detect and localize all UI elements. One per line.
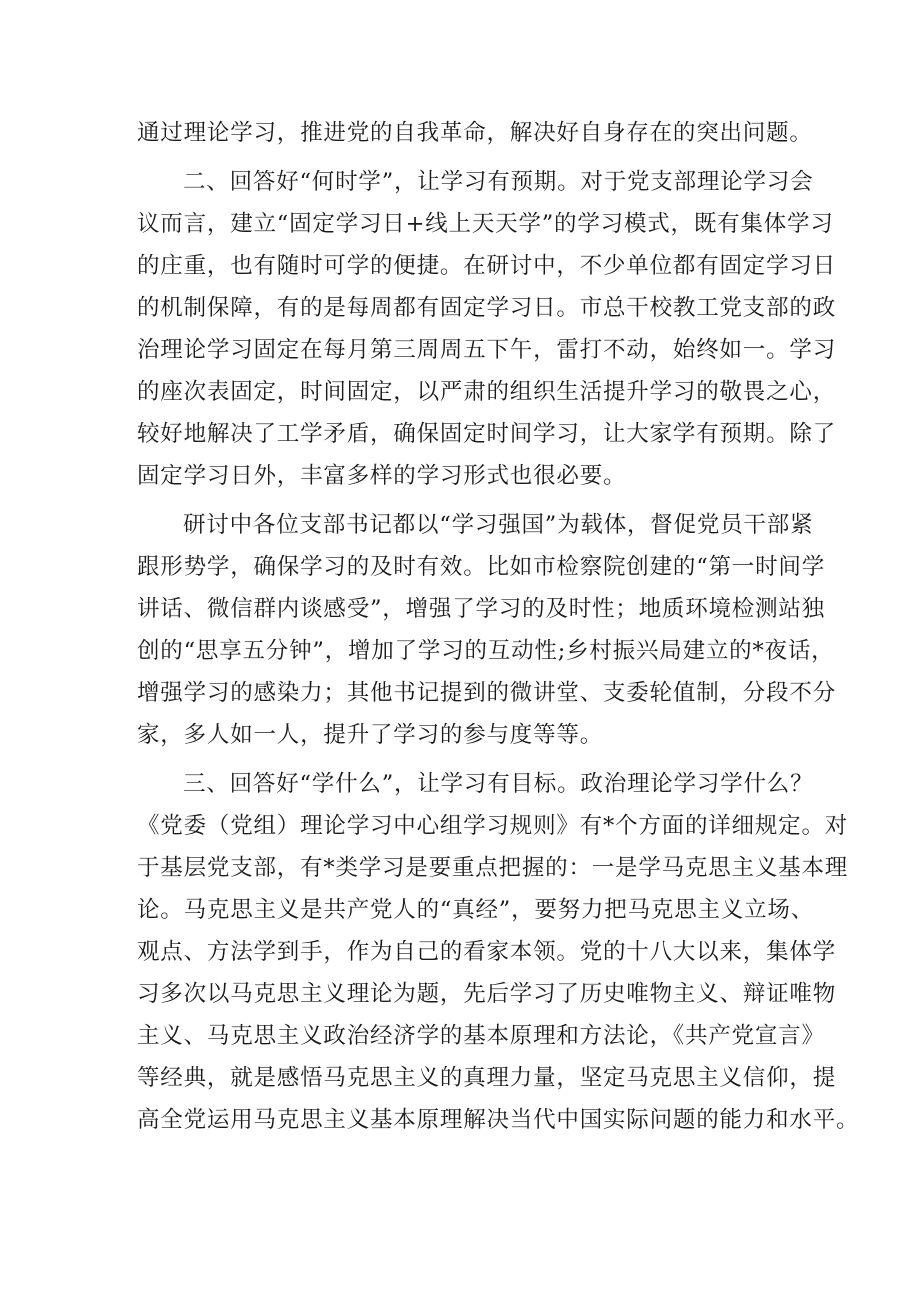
text-line: 议而言，建立“固定学习日+线上天天学”的学习模式，既有集体学习 [137, 211, 834, 237]
text-line: 通过理论学习，推进党的自我革命，解决好自身存在的突出问题。 [137, 120, 813, 146]
text-line: 《党委（党组）理论学习中心组学习规则》有*个方面的详细规定。对 [137, 813, 849, 839]
text-line: 家，多人如一人，提升了学习的参与度等等。 [137, 722, 604, 748]
text-line: 治理论学习固定在每月第三周周五下午，雷打不动，始终如一。学习 [137, 337, 837, 363]
text-line: 等经典，就是感悟马克思主义的真理力量，坚定马克思主义信仰，提 [137, 1065, 837, 1091]
text-line: 习多次以马克思主义理论为题，先后学习了历史唯物主义、辩证唯物 [137, 981, 837, 1007]
text-line: 创的“思享五分钟”，增加了学习的互动性;乡村振兴局建立的*夜话， [137, 638, 835, 664]
text-line: 跟形势学，确保学习的及时有效。比如市检察院创建的“第一时间学 [137, 554, 826, 580]
text-line: 观点、方法学到手，作为自己的看家本领。党的十八大以来，集体学 [137, 939, 837, 965]
text-line: 的庄重，也有随时可学的便捷。在研讨中，不少单位都有固定学习日 [137, 253, 837, 279]
text-line: 的座次表固定，时间固定，以严肃的组织生活提升学习的敬畏之心， [137, 379, 837, 405]
text-line: 增强学习的感染力；其他书记提到的微讲堂、支委轮值制，分段不分 [137, 680, 837, 706]
paragraph-heading-line: 三、回答好“学什么”，让学习有目标。政治理论学习学什么？ [183, 771, 814, 797]
text-line: 固定学习日外，丰富多样的学习形式也很必要。 [137, 463, 627, 489]
text-line: 讲话、微信群内谈感受”，增强了学习的及时性；地质环境检测站独 [137, 596, 826, 622]
text-line: 主义、马克思主义政治经济学的基本原理和方法论，《共产党宣言》 [137, 1023, 825, 1049]
text-line: 高全党运用马克思主义基本原理解决当代中国实际问题的能力和水平。 [137, 1107, 860, 1133]
paragraph-first-line: 研讨中各位支部书记都以“学习强国”为载体，督促党员干部紧 [183, 512, 814, 538]
text-line: 较好地解决了工学矛盾，确保固定时间学习，让大家学有预期。除了 [137, 421, 837, 447]
text-line: 于基层党支部，有*类学习是要重点把握的：一是学马克思主义基本理 [137, 855, 849, 881]
text-line: 的机制保障，有的是每周都有固定学习日。市总干校教工党支部的政 [137, 295, 837, 321]
text-line: 论。马克思主义是共产党人的“真经”，要努力把马克思主义立场、 [137, 897, 815, 923]
document-body [137, 112, 860, 1141]
paragraph-heading-line: 二、回答好“何时学”，让学习有预期。对于党支部理论学习会 [183, 169, 814, 195]
